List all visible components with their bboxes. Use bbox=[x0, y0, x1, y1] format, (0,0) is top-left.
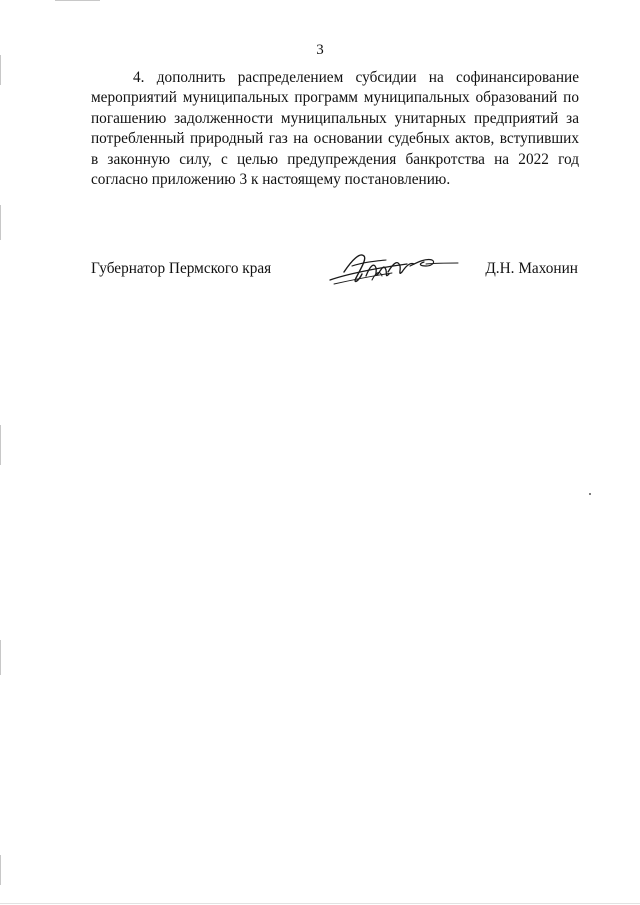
signatory-name: Д.Н. Махонин bbox=[485, 260, 578, 277]
scan-speck bbox=[589, 493, 591, 495]
scan-edge-mark-left-3 bbox=[0, 425, 1, 465]
scan-edge-mark-left-1 bbox=[0, 55, 1, 85]
scan-edge-mark-top bbox=[55, 0, 100, 1]
signatory-title: Губернатор Пермского края bbox=[91, 260, 272, 277]
scan-edge-mark-left-5 bbox=[0, 855, 1, 885]
body-paragraph: 4. дополнить распределением субсидии на софинансирование мероприятий муниципальных программ муниципальных образований по погашению задолженности муниципальных унитарных предприятий за потребленный природный газ на основании судебных актов, вступивших в законную силу, с целью предупреждения банкротства на 2022 год согласно приложению 3 к настоящему постановлению. bbox=[91, 69, 579, 189]
page-number: 3 bbox=[316, 42, 324, 58]
handwritten-signature-icon bbox=[322, 242, 462, 292]
scan-edge-mark-left-4 bbox=[0, 640, 1, 675]
scan-edge-mark-bottom bbox=[0, 903, 640, 904]
scan-edge-mark-left-2 bbox=[0, 205, 1, 240]
